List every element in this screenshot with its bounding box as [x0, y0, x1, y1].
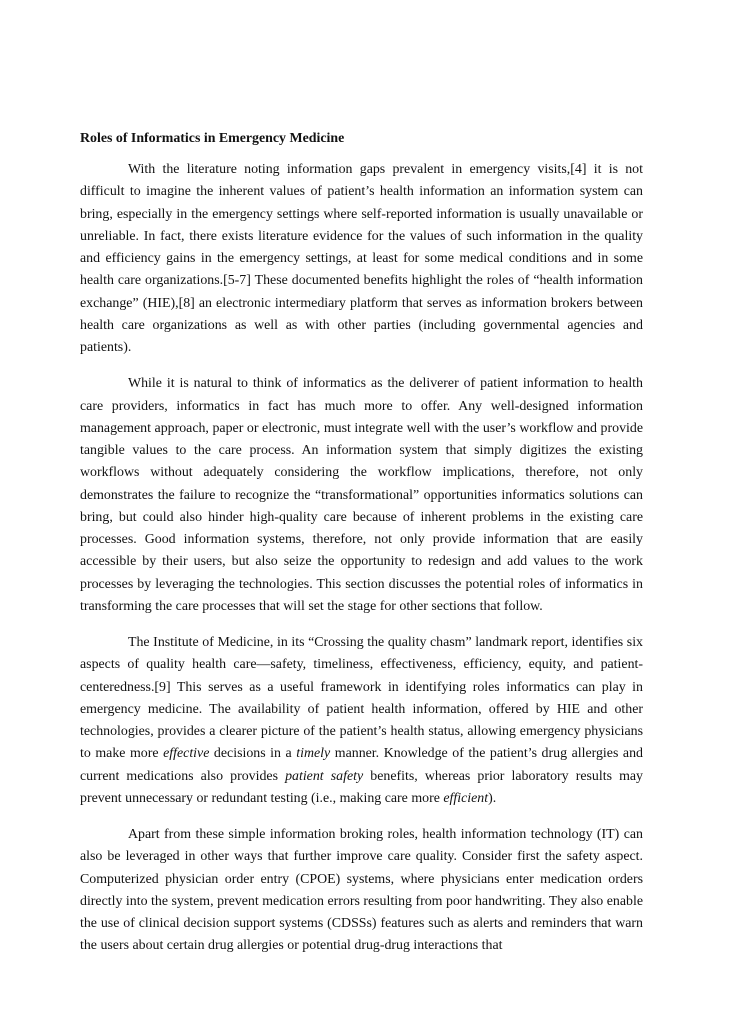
paragraph-text: benefits, whereas prior laboratory results may prevent unnecessary or redundant testing (i.e., making care more [80, 768, 643, 806]
paragraph-text: ). [488, 790, 497, 806]
emphasis-text: timely [296, 746, 331, 762]
section-heading: Roles of Informatics in Emergency Medicine [80, 131, 345, 146]
emphasis-text: patient safety [285, 768, 364, 784]
document-page [80, 128, 643, 958]
body-paragraph [80, 824, 643, 958]
emphasis-text: efficient [443, 790, 489, 806]
paragraph-text: decisions in a [209, 746, 297, 762]
body-paragraph [80, 373, 643, 618]
paragraph-text: With the literature noting information gaps prevalent in emergency visits,[4] it is not difficult to imagine the inherent values of patient’s health information an information system can bring, especially in the emergency settings where self-reported information is usually unavailable or unreliable. In fact, there exists literature evidence for the values of such information in the quality and efficiency gains in the emergency settings, at least for some medical conditions and in some health care organizations.[5-7] These documented benefits highlight the roles of “health information exchange” (HIE),[8] an electronic intermediary platform that serves as information brokers between health care organizations as well as with other parties (including governmental agencies and patients). [80, 162, 643, 355]
emphasis-text: effective [163, 746, 210, 762]
body-paragraph [80, 159, 643, 359]
paragraph-text: While it is natural to think of informatics as the deliverer of patient information to health care providers, informatics in fact has much more to offer. Any well-designed information management approach, paper or electronic, must integrate well with the user’s workflow and provide tangible values to the care process. An information system that simply digitizes the existing workflows without adequately considering the workflow implications, therefore, not only demonstrates the failure to recognize the “transformational” opportunities informatics solutions can bring, but could also hinder high-quality care because of inherent problems in the existing care processes. Good information systems, therefore, not only provide information that are easily accessible by their users, but also seize the opportunity to redesign and add values to the work processes by leveraging the technologies. This section discusses the potential roles of informatics in transforming the care processes that will set the stage for other sections that follow. [80, 376, 643, 614]
body-paragraph [80, 632, 643, 810]
paragraph-text: Apart from these simple information broking roles, health information technology (IT) can also be leveraged in other ways that further improve care quality. Consider first the safety aspect. Computerized physician order entry (CPOE) systems, where physicians enter medication orders directly into the system, prevent medication errors resulting from poor handwriting. They also enable the use of clinical decision support systems (CDSSs) features such as alerts and reminders that warn the users about certain drug allergies or potential drug-drug interactions that [80, 827, 643, 954]
paragraph-text: manner. Knowledge of the patient’s drug allergies and current medications also provides [80, 746, 643, 784]
paragraphs-container [80, 159, 643, 958]
paragraph-text: The Institute of Medicine, in its “Crossing the quality chasm” landmark report, identifies six aspects of quality health care—safety, timeliness, effectiveness, efficiency, equity, and patient-centeredness.[9] This serves as a useful framework in identifying roles informatics can play in emergency medicine. The availability of patient health information, offered by HIE and other technologies, provides a clearer picture of the patient’s health status, allowing emergency physicians to make more [80, 635, 643, 762]
